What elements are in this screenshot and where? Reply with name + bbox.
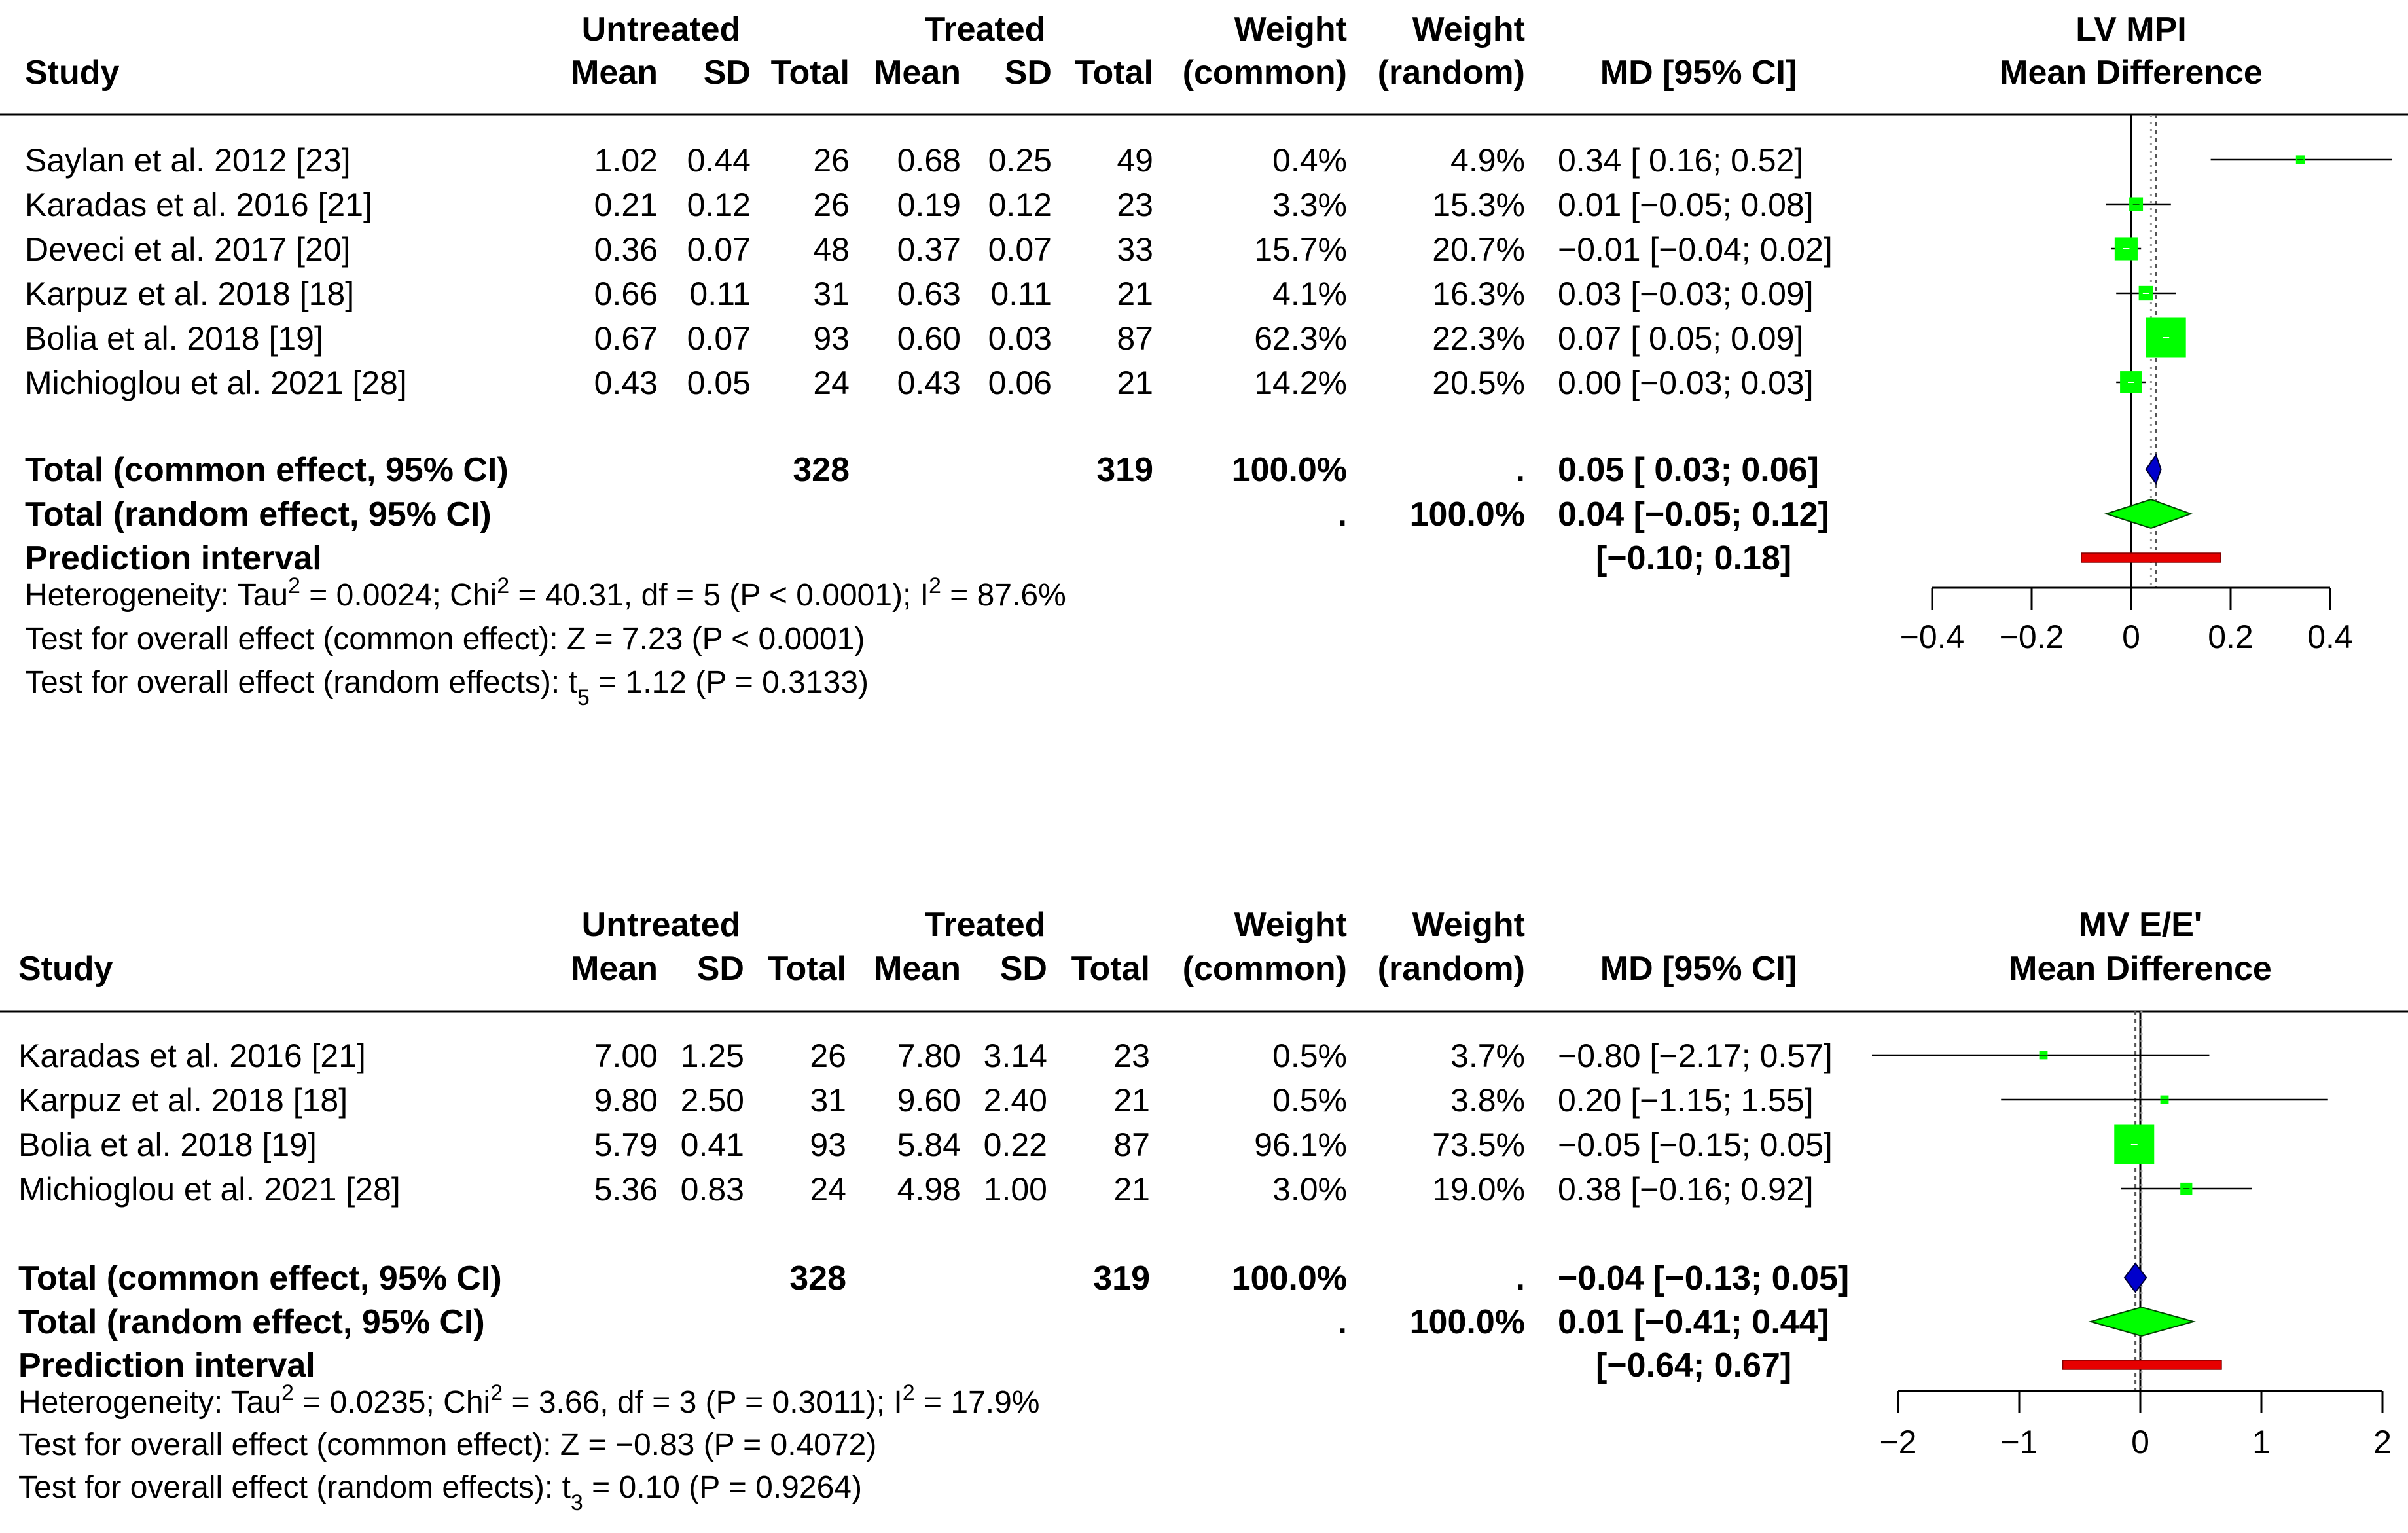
treated-sd: 0.22 bbox=[983, 1127, 1047, 1163]
common-effect-test: Test for overall effect (common effect): Z = 7.23 (P < 0.0001) bbox=[25, 622, 865, 657]
md-ci: 0.07 [ 0.05; 0.09] bbox=[1558, 320, 1804, 357]
weight-common: 0.4% bbox=[1272, 142, 1347, 179]
md-ci: 0.01 [−0.05; 0.08] bbox=[1558, 187, 1814, 223]
common-effect-diamond bbox=[2125, 1263, 2146, 1292]
weight-random: 16.3% bbox=[1432, 276, 1525, 312]
untreated-total: 31 bbox=[810, 1082, 846, 1119]
weight-common: 14.2% bbox=[1254, 365, 1347, 401]
common-effect-label: Total (common effect, 95% CI) bbox=[25, 451, 509, 489]
treated-sd: 0.12 bbox=[988, 187, 1052, 223]
prediction-interval-ci: [−0.64; 0.67] bbox=[1596, 1346, 1792, 1384]
random-weight-random: 100.0% bbox=[1409, 496, 1525, 533]
header-md-ci: MD [95% CI] bbox=[1600, 950, 1797, 988]
weight-random: 20.5% bbox=[1432, 365, 1525, 401]
x-axis bbox=[1879, 1391, 2391, 1460]
treated-mean: 7.80 bbox=[897, 1037, 961, 1074]
summary-rows bbox=[18, 1259, 2221, 1384]
x-axis bbox=[1900, 588, 2353, 655]
footnotes bbox=[25, 573, 1066, 710]
axis-tick-label: −2 bbox=[1879, 1424, 1917, 1460]
random-md-ci: 0.04 [−0.05; 0.12] bbox=[1558, 496, 1829, 533]
random-weight-random: 100.0% bbox=[1409, 1303, 1525, 1341]
header-total-treated: Total bbox=[1071, 950, 1150, 988]
header-total-untreated: Total bbox=[770, 54, 850, 92]
common-weight-common: 100.0% bbox=[1231, 1259, 1347, 1297]
common-total-treated: 319 bbox=[1096, 451, 1153, 489]
axis-tick-label: −0.4 bbox=[1899, 619, 1965, 655]
prediction-interval-label: Prediction interval bbox=[18, 1346, 315, 1384]
column-headers bbox=[18, 906, 2272, 988]
treated-mean: 4.98 bbox=[897, 1171, 961, 1208]
weight-common: 3.0% bbox=[1272, 1171, 1347, 1208]
random-effect-label: Total (random effect, 95% CI) bbox=[18, 1303, 485, 1341]
treated-total: 87 bbox=[1117, 320, 1153, 357]
treated-sd: 3.14 bbox=[983, 1037, 1047, 1074]
weight-random: 15.3% bbox=[1432, 187, 1525, 223]
prediction-interval-bar bbox=[2081, 553, 2221, 562]
header-plot-title: MV E/E' bbox=[2078, 906, 2202, 944]
study-name: Bolia et al. 2018 [19] bbox=[18, 1127, 317, 1163]
treated-total: 49 bbox=[1117, 142, 1153, 179]
untreated-sd: 0.12 bbox=[687, 187, 751, 223]
untreated-total: 24 bbox=[810, 1171, 846, 1208]
header-mean-untreated: Mean bbox=[571, 54, 658, 92]
random-effect-diamond bbox=[2106, 499, 2191, 528]
weight-random: 4.9% bbox=[1450, 142, 1525, 179]
md-ci: 0.34 [ 0.16; 0.52] bbox=[1558, 142, 1804, 179]
untreated-sd: 0.41 bbox=[680, 1127, 744, 1163]
untreated-sd: 0.07 bbox=[687, 231, 751, 268]
md-ci: −0.80 [−2.17; 0.57] bbox=[1558, 1037, 1833, 1074]
common-weight-common: 100.0% bbox=[1231, 451, 1347, 489]
untreated-total: 48 bbox=[813, 231, 850, 268]
common-md-ci: −0.04 [−0.13; 0.05] bbox=[1558, 1259, 1850, 1297]
random-effect-diamond bbox=[2091, 1307, 2193, 1336]
treated-mean: 0.68 bbox=[897, 142, 961, 179]
axis-tick-label: 0.4 bbox=[2307, 619, 2353, 655]
untreated-mean: 9.80 bbox=[594, 1082, 658, 1119]
treated-mean: 0.37 bbox=[897, 231, 961, 268]
study-row bbox=[25, 276, 2176, 312]
header-total-untreated: Total bbox=[767, 950, 846, 988]
header-sd-treated: SD bbox=[1004, 54, 1052, 92]
untreated-mean: 0.36 bbox=[594, 231, 658, 268]
treated-sd: 0.07 bbox=[988, 231, 1052, 268]
treated-total: 23 bbox=[1113, 1037, 1150, 1074]
treated-sd: 1.00 bbox=[983, 1171, 1047, 1208]
md-ci: 0.03 [−0.03; 0.09] bbox=[1558, 276, 1814, 312]
random-effect-test: Test for overall effect (random effects): $t_5 = 1.12$ (P = 0.3133) bbox=[25, 665, 869, 710]
untreated-mean: 1.02 bbox=[594, 142, 658, 179]
treated-mean: 0.63 bbox=[897, 276, 961, 312]
treated-sd: 0.11 bbox=[990, 276, 1052, 312]
study-row bbox=[25, 318, 2185, 357]
md-ci: 0.38 [−0.16; 0.92] bbox=[1558, 1171, 1814, 1208]
treated-sd: 0.25 bbox=[988, 142, 1052, 179]
axis-tick-label: −1 bbox=[2000, 1424, 2038, 1460]
common-md-ci: 0.05 [ 0.03; 0.06] bbox=[1558, 451, 1819, 489]
study-name: Michioglou et al. 2021 [28] bbox=[25, 365, 407, 401]
treated-mean: 0.19 bbox=[897, 187, 961, 223]
common-weight-random: . bbox=[1515, 451, 1525, 489]
heterogeneity-statistic: Heterogeneity: Tau$^2$ = 0.0024; Chi$^2$ = 40.31, df = 5 (P < 0.0001); $I^2 = 87.6\%$ bbox=[25, 573, 1066, 613]
header-weight-random: Weight bbox=[1412, 10, 1525, 48]
forest-plot-2 bbox=[0, 906, 2408, 1515]
random-weight-common: . bbox=[1337, 496, 1347, 533]
header-random: (random) bbox=[1377, 950, 1525, 988]
axis-tick-label: −0.2 bbox=[1999, 619, 2064, 655]
untreated-total: 93 bbox=[813, 320, 850, 357]
header-sd-untreated: SD bbox=[703, 54, 751, 92]
random-effect-label: Total (random effect, 95% CI) bbox=[25, 496, 492, 533]
weight-random: 73.5% bbox=[1432, 1127, 1525, 1163]
untreated-mean: 7.00 bbox=[594, 1037, 658, 1074]
header-mean-treated: Mean bbox=[874, 950, 961, 988]
header-untreated: Untreated bbox=[581, 906, 741, 944]
study-name: Michioglou et al. 2021 [28] bbox=[18, 1171, 401, 1208]
weight-random: 3.7% bbox=[1450, 1037, 1525, 1074]
treated-mean: 0.43 bbox=[897, 365, 961, 401]
common-weight-random: . bbox=[1515, 1259, 1525, 1297]
header-treated: Treated bbox=[924, 906, 1046, 944]
study-name: Bolia et al. 2018 [19] bbox=[25, 320, 323, 357]
header-weight-random: Weight bbox=[1412, 906, 1525, 944]
study-name: Karpuz et al. 2018 [18] bbox=[18, 1082, 348, 1119]
common-effect-diamond bbox=[2146, 455, 2161, 484]
treated-total: 87 bbox=[1113, 1127, 1150, 1163]
header-plot-title: LV MPI bbox=[2076, 10, 2187, 48]
header-md-ci: MD [95% CI] bbox=[1600, 54, 1797, 92]
untreated-sd: 0.44 bbox=[687, 142, 751, 179]
untreated-total: 24 bbox=[813, 365, 850, 401]
header-treated: Treated bbox=[924, 10, 1046, 48]
untreated-mean: 5.36 bbox=[594, 1171, 658, 1208]
treated-mean: 9.60 bbox=[897, 1082, 961, 1119]
weight-common: 0.5% bbox=[1272, 1037, 1347, 1074]
axis-tick-label: 0 bbox=[2131, 1424, 2149, 1460]
header-weight-common: Weight bbox=[1234, 10, 1347, 48]
untreated-total: 26 bbox=[810, 1037, 846, 1074]
weight-random: 3.8% bbox=[1450, 1082, 1525, 1119]
study-row bbox=[18, 1082, 2328, 1119]
treated-sd: 0.06 bbox=[988, 365, 1052, 401]
study-row bbox=[18, 1125, 2154, 1164]
untreated-mean: 0.43 bbox=[594, 365, 658, 401]
common-total-treated: 319 bbox=[1093, 1259, 1150, 1297]
common-effect-label: Total (common effect, 95% CI) bbox=[18, 1259, 502, 1297]
md-ci: 0.00 [−0.03; 0.03] bbox=[1558, 365, 1814, 401]
untreated-sd: 0.11 bbox=[689, 276, 751, 312]
header-total-treated: Total bbox=[1074, 54, 1153, 92]
untreated-sd: 2.50 bbox=[680, 1082, 744, 1119]
weight-random: 19.0% bbox=[1432, 1171, 1525, 1208]
untreated-total: 31 bbox=[813, 276, 850, 312]
treated-total: 21 bbox=[1113, 1171, 1150, 1208]
common-total-untreated: 328 bbox=[793, 451, 850, 489]
weight-common: 62.3% bbox=[1254, 320, 1347, 357]
treated-mean: 5.84 bbox=[897, 1127, 961, 1163]
common-total-untreated: 328 bbox=[789, 1259, 846, 1297]
untreated-sd: 1.25 bbox=[680, 1037, 744, 1074]
random-md-ci: 0.01 [−0.41; 0.44] bbox=[1558, 1303, 1829, 1341]
study-row bbox=[18, 1171, 2252, 1208]
summary-rows bbox=[25, 451, 2221, 577]
untreated-sd: 0.05 bbox=[687, 365, 751, 401]
study-row bbox=[25, 231, 2141, 268]
header-plot-subtitle: Mean Difference bbox=[2009, 950, 2272, 988]
untreated-mean: 0.67 bbox=[594, 320, 658, 357]
md-ci: −0.05 [−0.15; 0.05] bbox=[1558, 1127, 1833, 1163]
weight-common: 0.5% bbox=[1272, 1082, 1347, 1119]
untreated-total: 93 bbox=[810, 1127, 846, 1163]
header-common: (common) bbox=[1182, 54, 1347, 92]
weight-common: 3.3% bbox=[1272, 187, 1347, 223]
treated-mean: 0.60 bbox=[897, 320, 961, 357]
untreated-sd: 0.83 bbox=[680, 1171, 744, 1208]
header-sd-untreated: SD bbox=[696, 950, 744, 988]
study-name: Karadas et al. 2016 [21] bbox=[18, 1037, 366, 1074]
treated-sd: 0.03 bbox=[988, 320, 1052, 357]
study-row bbox=[25, 187, 2171, 223]
treated-sd: 2.40 bbox=[983, 1082, 1047, 1119]
header-mean-untreated: Mean bbox=[571, 950, 658, 988]
prediction-interval-label: Prediction interval bbox=[25, 539, 322, 577]
axis-tick-label: 2 bbox=[2373, 1424, 2392, 1460]
weight-random: 22.3% bbox=[1432, 320, 1525, 357]
heterogeneity-statistic: Heterogeneity: Tau$^2$ = 0.0235; Chi$^2$ = 3.66, df = 3 (P = 0.3011); $I^2 = 17.9\%$ bbox=[18, 1380, 1040, 1420]
header-weight-common: Weight bbox=[1234, 906, 1347, 944]
header-study: Study bbox=[25, 54, 120, 92]
weight-common: 15.7% bbox=[1254, 231, 1347, 268]
untreated-total: 26 bbox=[813, 142, 850, 179]
treated-total: 33 bbox=[1117, 231, 1153, 268]
column-headers bbox=[25, 10, 2263, 92]
header-random: (random) bbox=[1377, 54, 1525, 92]
axis-tick-label: 1 bbox=[2252, 1424, 2271, 1460]
weight-common: 4.1% bbox=[1272, 276, 1347, 312]
common-effect-test: Test for overall effect (common effect): Z = −0.83 (P = 0.4072) bbox=[18, 1428, 877, 1462]
weight-random: 20.7% bbox=[1432, 231, 1525, 268]
untreated-sd: 0.07 bbox=[687, 320, 751, 357]
study-row bbox=[25, 365, 2146, 401]
random-effect-test: Test for overall effect (random effects): $t_3 = 0.10$ (P = 0.9264) bbox=[18, 1470, 862, 1515]
untreated-mean: 0.21 bbox=[594, 187, 658, 223]
untreated-total: 26 bbox=[813, 187, 850, 223]
untreated-mean: 5.79 bbox=[594, 1127, 658, 1163]
prediction-interval-bar bbox=[2063, 1360, 2221, 1369]
axis-tick-label: 0.2 bbox=[2208, 619, 2254, 655]
treated-total: 23 bbox=[1117, 187, 1153, 223]
weight-common: 96.1% bbox=[1254, 1127, 1347, 1163]
treated-total: 21 bbox=[1117, 276, 1153, 312]
study-row bbox=[18, 1037, 2209, 1074]
header-untreated: Untreated bbox=[581, 10, 741, 48]
forest-plot-1 bbox=[0, 10, 2408, 710]
header-common: (common) bbox=[1182, 950, 1347, 988]
header-mean-treated: Mean bbox=[874, 54, 961, 92]
treated-total: 21 bbox=[1113, 1082, 1150, 1119]
header-study: Study bbox=[18, 950, 113, 988]
axis-tick-label: 0 bbox=[2122, 619, 2140, 655]
md-ci: −0.01 [−0.04; 0.02] bbox=[1558, 231, 1833, 268]
study-name: Deveci et al. 2017 [20] bbox=[25, 231, 351, 268]
prediction-interval-ci: [−0.10; 0.18] bbox=[1596, 539, 1792, 577]
header-plot-subtitle: Mean Difference bbox=[2000, 54, 2263, 92]
study-name: Saylan et al. 2012 [23] bbox=[25, 142, 351, 179]
treated-total: 21 bbox=[1117, 365, 1153, 401]
study-name: Karadas et al. 2016 [21] bbox=[25, 187, 372, 223]
random-weight-common: . bbox=[1337, 1303, 1347, 1341]
header-sd-treated: SD bbox=[999, 950, 1047, 988]
footnotes bbox=[18, 1380, 1039, 1515]
study-name: Karpuz et al. 2018 [18] bbox=[25, 276, 355, 312]
study-row bbox=[25, 142, 2392, 179]
untreated-mean: 0.66 bbox=[594, 276, 658, 312]
md-ci: 0.20 [−1.15; 1.55] bbox=[1558, 1082, 1814, 1119]
